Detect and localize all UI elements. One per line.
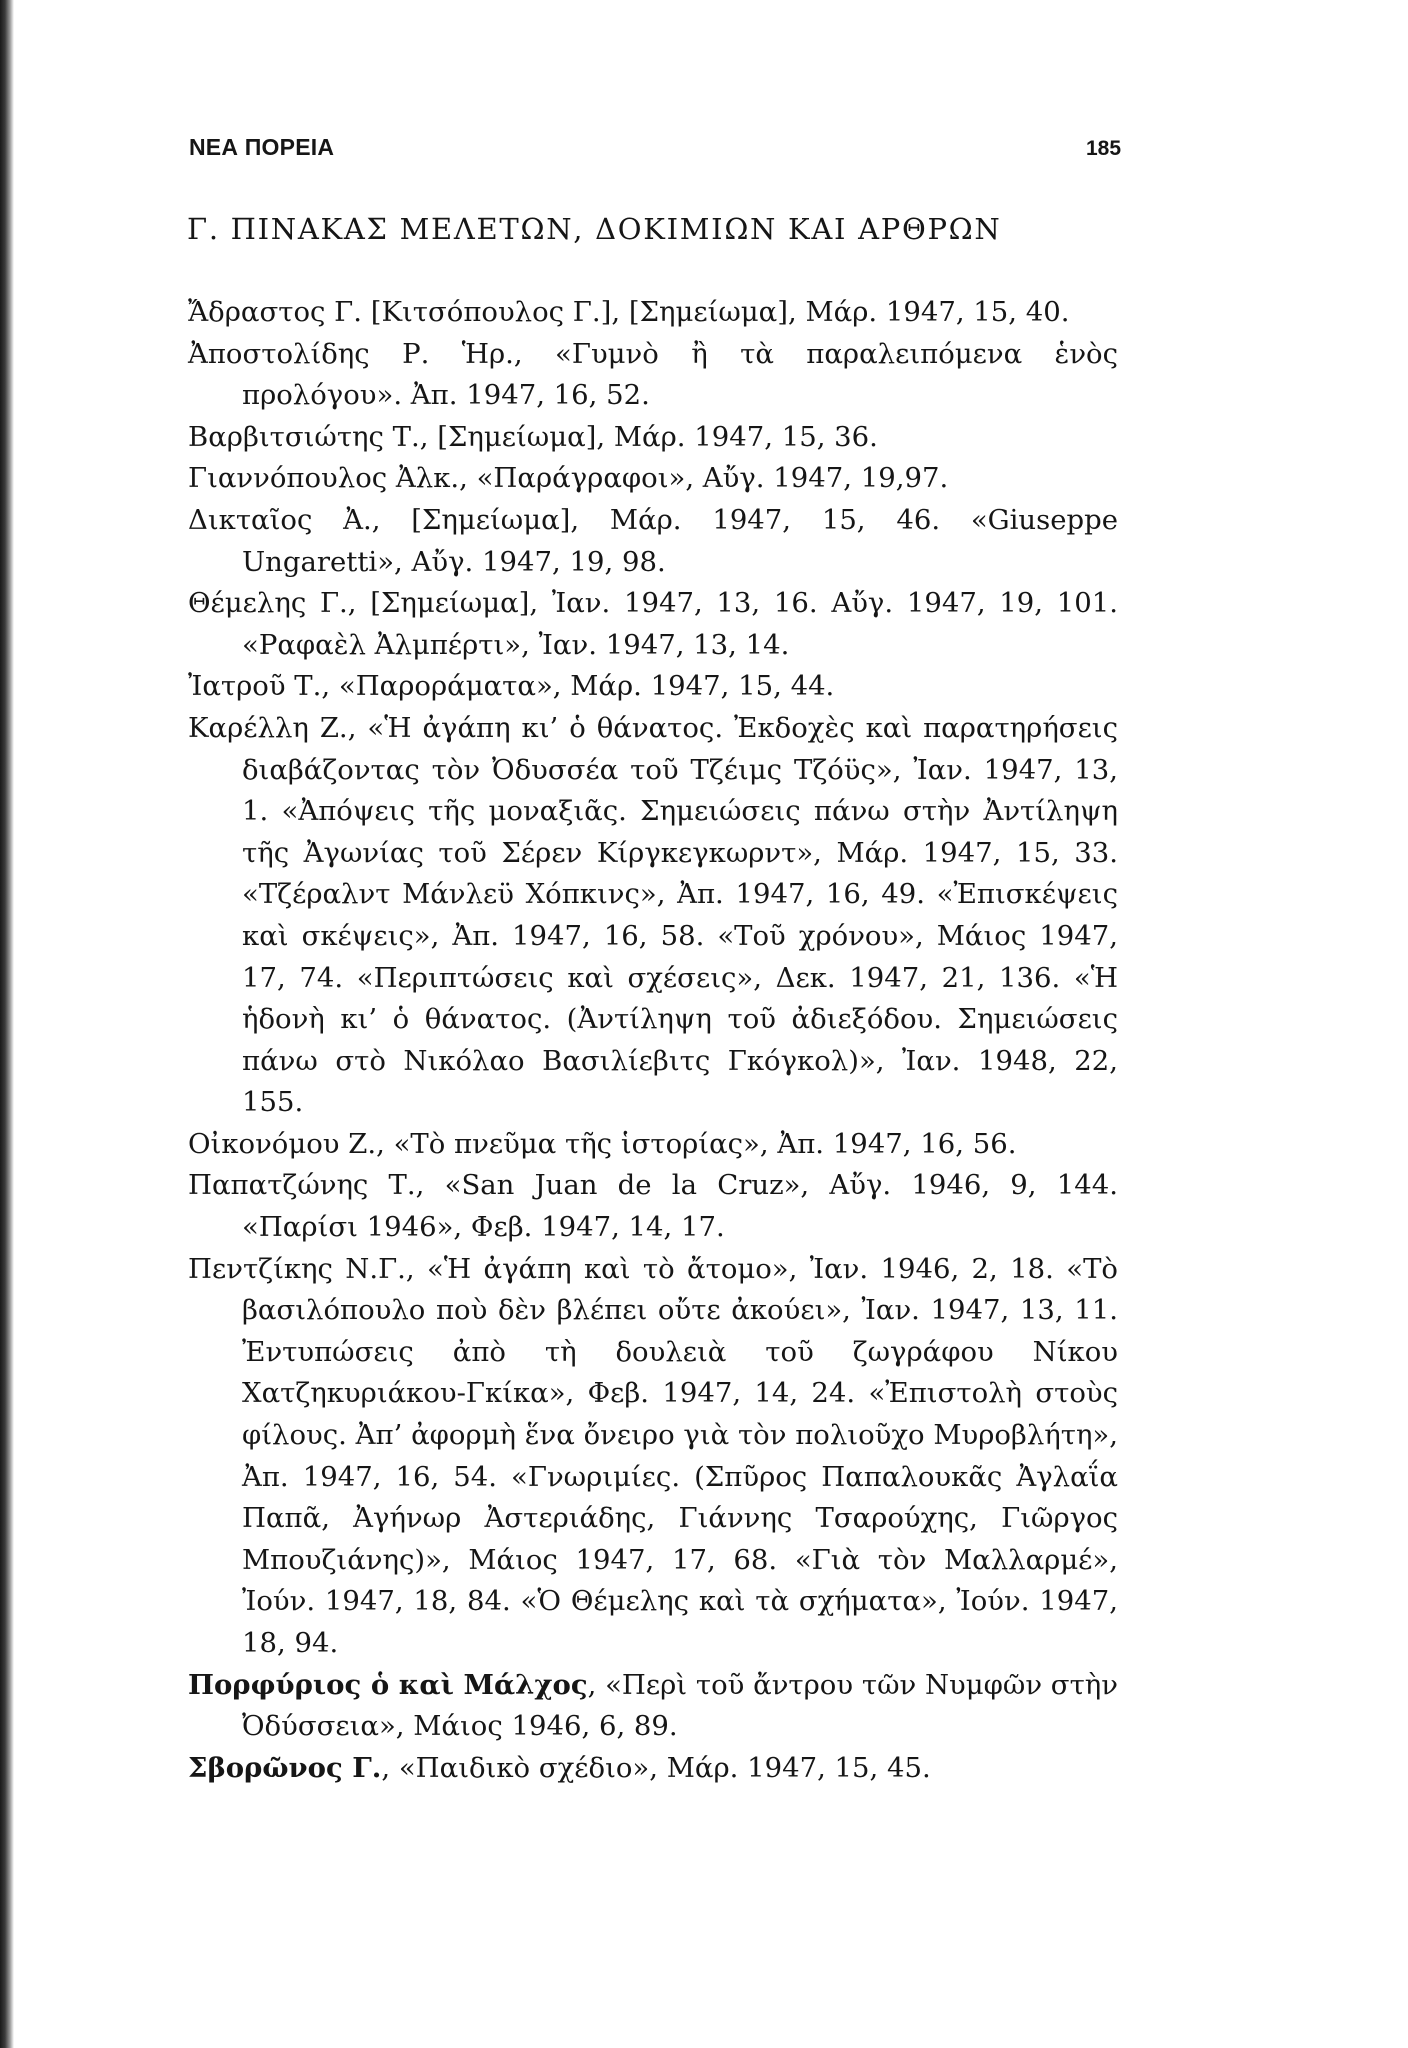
entry-text: , «Περὶ τοῦ ἄντρου τῶν Νυμφῶν στὴν Ὀδύσσεια», Μάιος 1946, 6, 89. bbox=[242, 1668, 1118, 1743]
entry-author: Θέμελης Γ. bbox=[188, 587, 348, 620]
entry-author: Παπατζώνης Τ. bbox=[188, 1169, 416, 1202]
bibliography-entry bbox=[188, 1249, 1118, 1665]
bibliography-entry bbox=[188, 1124, 1118, 1166]
bibliography-entry bbox=[188, 417, 1118, 459]
entry-author: Καρέλλη Ζ. bbox=[188, 711, 348, 744]
entry-text: , «Ἡ ἀγάπη κι’ ὁ θάνατος. Ἐκδοχὲς καὶ παρατηρήσεις διαβάζοντας τὸν Ὀδυσσέα τοῦ Τζέιμς Τζόϋς», Ἰαν. 1947, 13, 1. «Ἀπόψεις τῆς μοναξιᾶς. Σημειώσεις πάνω στὴν Ἀντίληψη τῆς Ἀγωνίας τοῦ Σέρεν Κίργκεγκωρντ», Μάρ. 1947, 15, 33. «Τζέραλντ Μάνλεϋ Χόπκινς», Ἀπ. 1947, 16, 49. «Ἐπισκέψεις καὶ σκέψεις», Ἀπ. 1947, 16, 58. «Τοῦ χρόνου», Μάιος 1947, 17, 74. «Περιπτώσεις καὶ σχέσεις», Δεκ. 1947, 21, 136. «Ἡ ἡδονὴ κι’ ὁ θάνατος. (Ἀντίληψη τοῦ ἀδιεξόδου. Σημειώσεις πάνω στὸ Νικόλαο Βασιλίεβιτς Γκόγκολ)», Ἰαν. 1948, 22, 155. bbox=[242, 711, 1118, 1119]
entry-author: Ἰατροῦ Τ. bbox=[188, 670, 322, 703]
entry-author: Σβορῶνος Γ. bbox=[188, 1751, 382, 1784]
entry-author: Γιαννόπουλος Ἀλκ. bbox=[188, 462, 460, 495]
bibliography-entry bbox=[188, 1748, 1118, 1790]
entry-author: Οἰκονόμου Ζ. bbox=[188, 1127, 377, 1160]
entry-author: Ἄδραστος Γ. bbox=[188, 296, 362, 328]
entry-author: Πεντζίκης Ν.Γ. bbox=[188, 1252, 406, 1285]
bibliography-entry bbox=[188, 500, 1118, 583]
entry-text: , «Παράγραφοι», Αὔγ. 1947, 19,97. bbox=[459, 462, 949, 495]
bibliography-entry bbox=[188, 666, 1118, 708]
section-title: Γ. ΠΙΝΑΚΑΣ ΜΕΛΕΤΩΝ, ΔΟΚΙΜΙΩΝ ΚΑΙ ΑΡΘΡΩΝ bbox=[187, 212, 1002, 246]
entry-text: , «San Juan de la Cruz», Αὔγ. 1946, 9, 144. «Παρίσι 1946», Φεβ. 1947, 14, 17. bbox=[242, 1169, 1118, 1244]
bibliography-list bbox=[188, 292, 1118, 1789]
entry-text: , [Σημείωμα], Ἰαν. 1947, 13, 16. Αὔγ. 1947, 19, 101. «Ραφαὲλ Ἀλμπέρτι», Ἰαν. 1947, 13, 14. bbox=[242, 587, 1118, 661]
running-head: ΝΕΑ ΠΟΡΕΙΑ bbox=[189, 134, 335, 160]
entry-text: , [Σημείωμα], Μάρ. 1947, 15, 36. bbox=[419, 420, 878, 453]
bibliography-entry bbox=[188, 1665, 1118, 1748]
entry-text: , «Ἡ ἀγάπη καὶ τὸ ἄτομο», Ἰαν. 1946, 2, 18. «Τὸ βασιλόπουλο ποὺ δὲν βλέπει οὔτε ἀκούει», Ἰαν. 1947, 13, 11. Ἐντυπώσεις ἀπὸ τὴ δουλειὰ τοῦ ζωγράφου Νίκου Χατζηκυριάκου-Γκίκα», Φεβ. 1947, 14, 24. «Ἐπιστολὴ στοὺς φίλους. Ἀπ’ ἀφορμὴ ἕνα ὄνειρο γιὰ τὸν πολιοῦχο Μυροβλήτη», Ἀπ. 1947, 16, 54. «Γνωριμίες. (Σπῦρος Παπαλουκᾶς Ἀγλαΐα Παπᾶ, Ἀγήνωρ Ἀστεριάδης, Γιάννης Τσαρούχης, Γιῶργος Μπουζιάνης)», Μάιος 1947, 17, 68. «Γιὰ τὸν Μαλλαρμέ», Ἰούν. 1947, 18, 84. «Ὁ Θέμελης καὶ τὰ σχήματα», Ἰούν. 1947, 18, 94. bbox=[242, 1252, 1118, 1659]
entry-author: Πορφύριος ὁ καὶ Μάλχος bbox=[188, 1668, 588, 1701]
entry-text: , «Τὸ πνεῦμα τῆς ἱστορίας», Ἀπ. 1947, 16, 56. bbox=[376, 1127, 1017, 1160]
entry-author: Βαρβιτσιώτης Τ. bbox=[188, 420, 420, 453]
bibliography-entry bbox=[188, 334, 1118, 417]
page-number: 185 bbox=[1086, 137, 1122, 160]
bibliography-entry bbox=[188, 292, 1118, 334]
entry-text: Ἡρ., «Γυμνὸ ἢ τὰ παραλειπόμενα ἑνὸς προλόγου». Ἀπ. 1947, 16, 52. bbox=[242, 337, 1118, 412]
entry-text: [Κιτσόπουλος Γ.], [Σημείωμα], Μάρ. 1947, 15, 40. bbox=[361, 296, 1070, 328]
entry-author: Ἀποστολίδης Ρ. bbox=[188, 337, 430, 370]
entry-text: , «Παροράματα», Μάρ. 1947, 15, 44. bbox=[321, 670, 835, 703]
bibliography-entry bbox=[188, 1165, 1118, 1248]
entry-text: , [Σημείωμα], Μάρ. 1947, 15, 46. «Giuseppe Ungaretti», Αὔγ. 1947, 19, 98. bbox=[242, 503, 1118, 578]
bibliography-entry bbox=[188, 458, 1118, 500]
bibliography-entry bbox=[188, 708, 1118, 1124]
entry-text: , «Παιδικὸ σχέδιο», Μάρ. 1947, 15, 45. bbox=[381, 1751, 931, 1784]
entry-author: Δικταῖος Ἀ. bbox=[188, 503, 372, 536]
bibliography-entry bbox=[188, 583, 1118, 666]
